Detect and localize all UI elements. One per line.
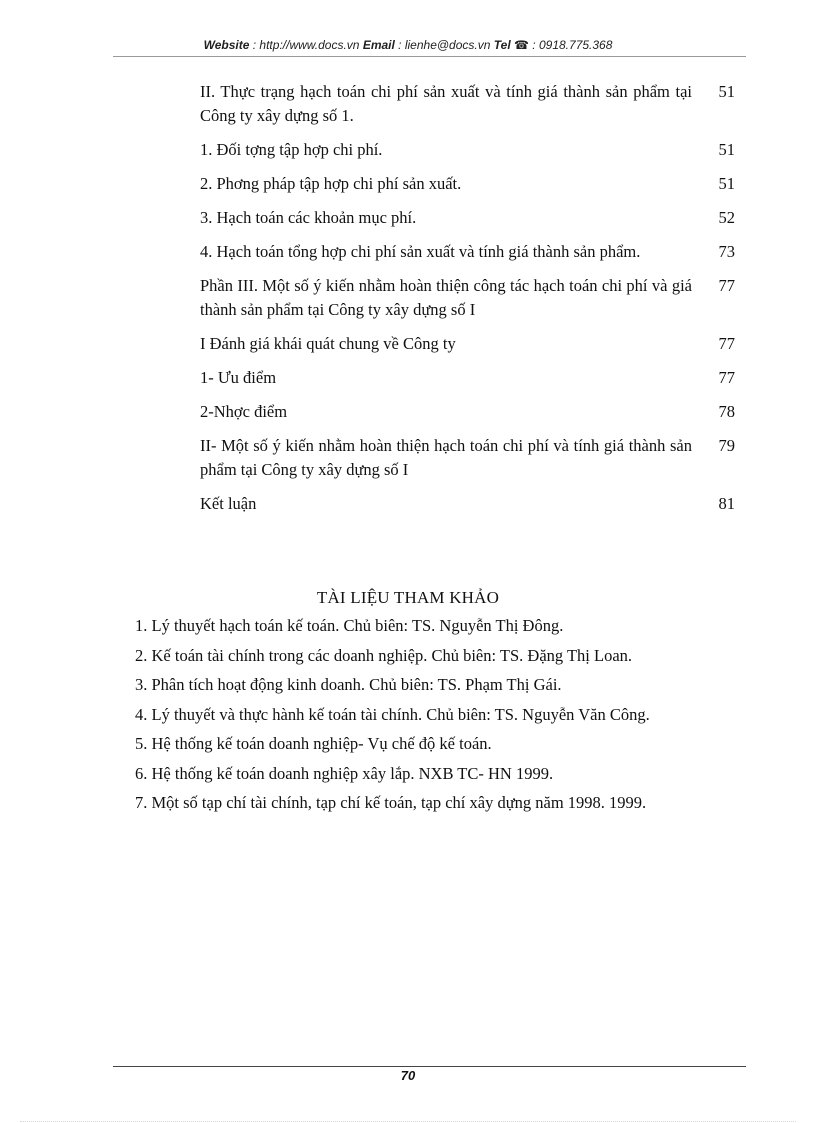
website-url[interactable]: http://www.docs.vn <box>259 38 360 52</box>
toc-entry-text: 3. Hạch toán các khoản mục phí. <box>200 208 417 227</box>
toc-entry <box>200 172 735 196</box>
reference-item: 1. Lý thuyết hạch toán kế toán. Chủ biên: TS. Nguyễn Thị Đông. <box>135 616 564 635</box>
header-divider <box>113 56 746 57</box>
email-address[interactable]: lienhe@docs.vn <box>404 38 491 52</box>
toc-entry <box>200 206 735 230</box>
references-list <box>135 614 755 821</box>
toc-entry-page: 79 <box>718 436 735 455</box>
toc-entry-text: 2-Nhợc điểm <box>200 402 288 421</box>
toc-entry-page: 77 <box>718 334 735 353</box>
footer-divider <box>113 1066 746 1067</box>
toc-entry-text: Phần III. Một số ý kiến nhằm hoàn thiện công tác hạch toán chi phí và giá thành sản phẩm tại Công ty xây dựng số I <box>200 276 692 319</box>
toc-entry-page: 77 <box>718 368 735 387</box>
toc-entry <box>200 240 735 264</box>
toc-entry-page: 51 <box>718 82 735 101</box>
table-of-contents <box>200 80 735 526</box>
toc-entry-text: 1- Ưu điểm <box>200 368 277 387</box>
toc-entry <box>200 274 735 322</box>
page-bottom-border <box>20 1121 796 1122</box>
references-title: TÀI LIỆU THAM KHẢO <box>316 588 500 607</box>
website-label: Website <box>203 38 250 52</box>
toc-entry-page: 78 <box>718 402 735 421</box>
reference-item: 7. Một số tạp chí tài chính, tạp chí kế toán, tạp chí xây dựng năm 1998. 1999. <box>135 793 647 812</box>
toc-entry-text: II- Một số ý kiến nhằm hoàn thiện hạch toán chi phí và tính giá thành sản phẩm tại Công ty xây dựng số I <box>200 436 692 479</box>
toc-entry-page: 51 <box>718 174 735 193</box>
toc-entry-text: 4. Hạch toán tổng hợp chi phí sản xuất và tính giá thành sản phẩm. <box>200 242 641 261</box>
telephone-icon: ☎ <box>514 38 529 52</box>
reference-item: 2. Kế toán tài chính trong các doanh nghiệp. Chủ biên: TS. Đặng Thị Loan. <box>135 645 633 665</box>
tel-number: 0918.775.368 <box>538 38 613 52</box>
website-separator: : <box>249 38 260 52</box>
reference-item: 4. Lý thuyết và thực hành kế toán tài chính. Chủ biên: TS. Nguyễn Văn Công. <box>135 704 650 724</box>
email-separator: : <box>394 38 405 52</box>
toc-entry-page: 77 <box>718 276 735 295</box>
reference-item: 5. Hệ thống kế toán doanh nghiệp- Vụ chế độ kế toán. <box>135 734 492 753</box>
toc-entry <box>200 80 735 128</box>
email-label: Email <box>362 38 395 52</box>
toc-entry-page: 52 <box>718 208 735 227</box>
toc-entry <box>200 400 735 424</box>
page-number: 70 <box>400 1068 416 1083</box>
toc-entry-page: 51 <box>718 140 735 159</box>
toc-entry-page: 81 <box>718 494 735 513</box>
toc-entry <box>200 492 735 516</box>
toc-entry-text: Kết luận <box>200 494 257 513</box>
toc-entry-text: 1. Đối tợng tập hợp chi phí. <box>200 140 383 159</box>
reference-item: 3. Phân tích hoạt động kinh doanh. Chủ biên: TS. Phạm Thị Gái. <box>135 675 562 694</box>
toc-entry <box>200 366 735 390</box>
page-header <box>0 38 816 52</box>
toc-entry-text: I Đánh giá khái quát chung về Công ty <box>200 334 456 353</box>
toc-entry-page: 73 <box>718 242 735 261</box>
tel-separator: : <box>528 38 539 52</box>
toc-entry <box>200 434 735 482</box>
toc-entry-text: II. Thực trạng hạch toán chi phí sản xuất và tính giá thành sản phẩm tại Công ty xây dựng số 1. <box>200 82 692 125</box>
toc-entry <box>200 332 735 356</box>
reference-item: 6. Hệ thống kế toán doanh nghiệp xây lắp. NXB TC- HN 1999. <box>135 763 554 783</box>
toc-entry <box>200 138 735 162</box>
tel-label: Tel <box>493 38 511 52</box>
toc-entry-text: 2. Phơng pháp tập hợp chi phí sản xuất. <box>200 174 462 193</box>
